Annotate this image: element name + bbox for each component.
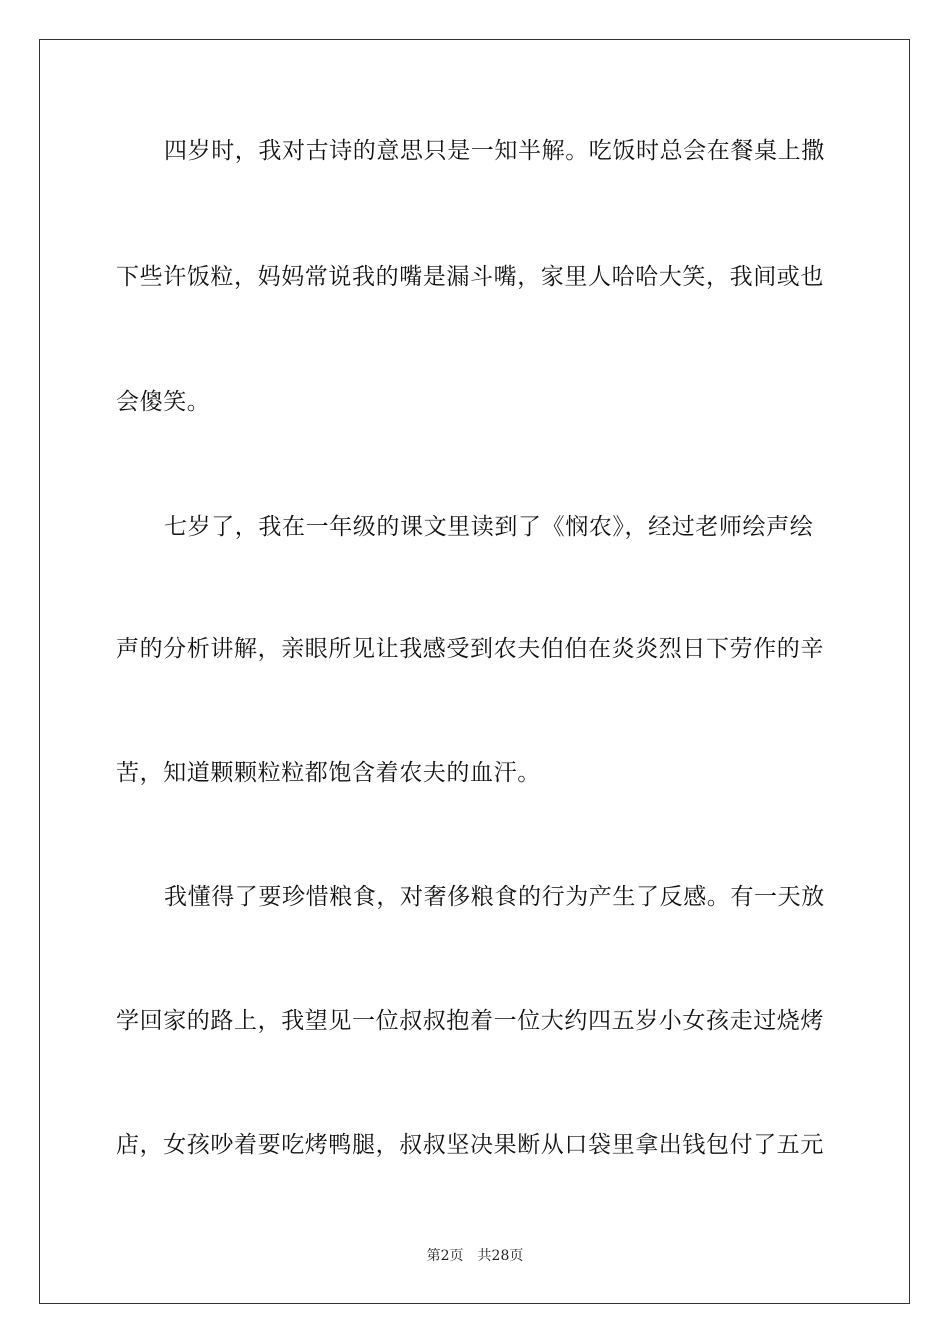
paragraph-3-line-2: 学回家的路上，我望见一位叔叔抱着一位大约四五岁小女孩走过烧烤 [116,1008,824,1034]
page-frame [39,39,910,1304]
page-number: 第2页 [426,1248,464,1264]
paragraph-2-line-1: 七岁了，我在一年级的课文里读到了《悯农》，经过老师绘声绘 [164,514,814,540]
paragraph-2-line-3: 苦，知道颗颗粒粒都饱含着农夫的血汗。 [116,760,541,786]
paragraph-3-line-3: 店，女孩吵着要吃烤鸭腿，叔叔坚决果断从口袋里拿出钱包付了五元 [116,1132,824,1158]
page-footer [0,1247,950,1265]
paragraph-2-line-2: 声的分析讲解，亲眼所见让我感受到农夫伯伯在炎炎烈日下劳作的辛 [116,636,824,662]
paragraph-1-line-2: 下些许饭粒，妈妈常说我的嘴是漏斗嘴，家里人哈哈大笑，我间或也 [116,264,824,290]
page-total: 共28页 [477,1248,524,1264]
paragraph-1-line-3: 会傻笑。 [116,389,211,415]
paragraph-1-line-1: 四岁时，我对古诗的意思只是一知半解。吃饭时总会在餐桌上撒 [164,138,825,164]
paragraph-3-line-1: 我懂得了要珍惜粮食，对奢侈粮食的行为产生了反感。有一天放 [164,884,825,910]
